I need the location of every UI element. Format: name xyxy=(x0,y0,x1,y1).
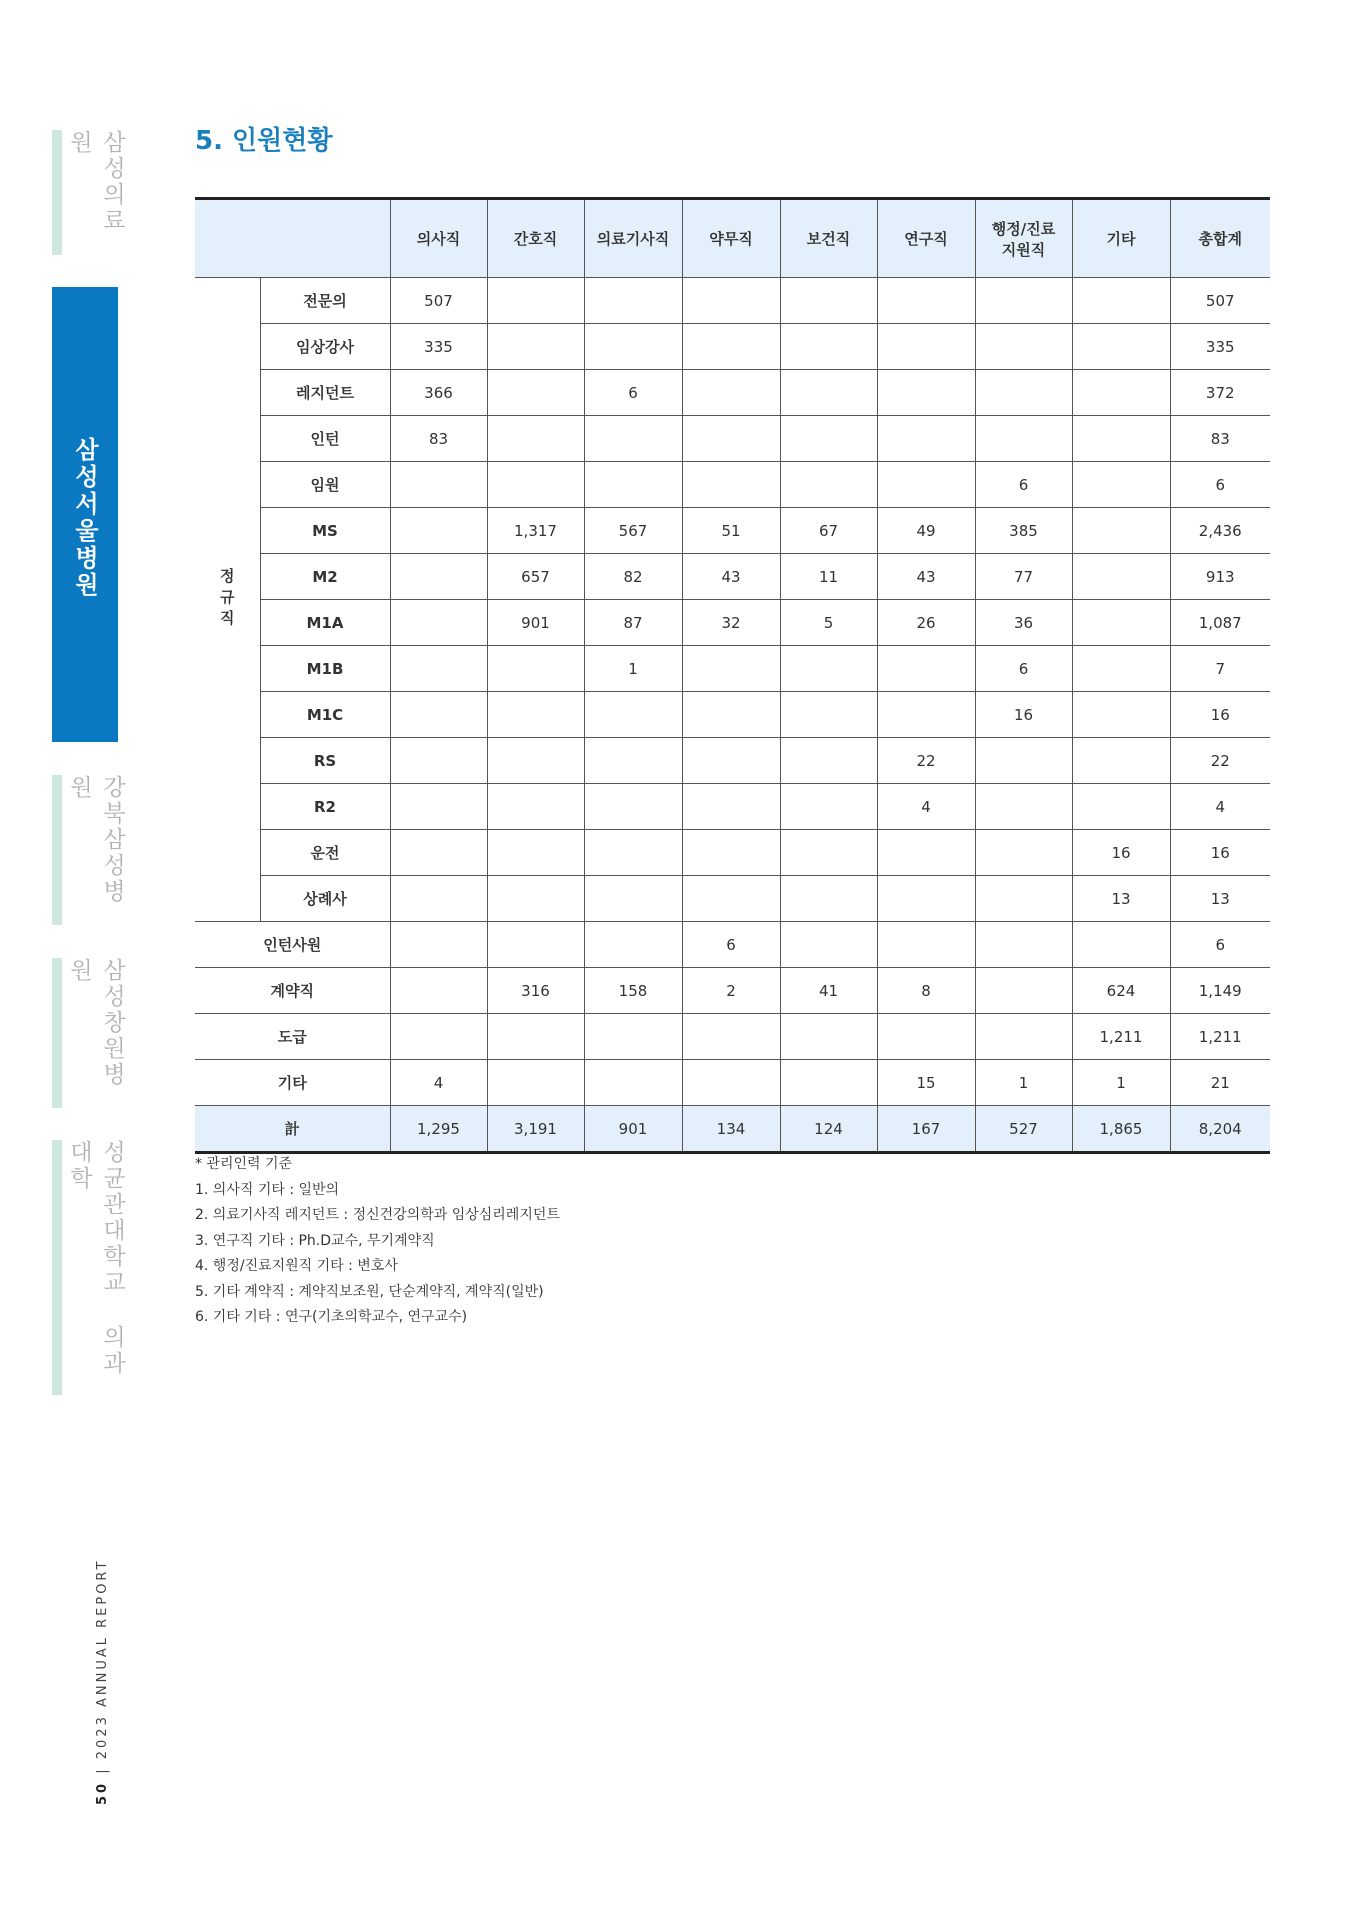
table-cell xyxy=(487,370,584,416)
table-cell xyxy=(877,646,975,692)
footer-text xyxy=(95,1558,110,1805)
table-cell xyxy=(780,324,877,370)
table-cell xyxy=(584,738,682,784)
table-cell xyxy=(584,1014,682,1060)
table-cell: 1 xyxy=(1072,1060,1170,1106)
nav-bar xyxy=(52,130,62,255)
table-cell xyxy=(780,370,877,416)
row-label: 임원 xyxy=(260,462,390,508)
table-row xyxy=(195,876,1270,922)
table-cell xyxy=(1072,278,1170,324)
table-cell: 43 xyxy=(682,554,780,600)
nav-bar xyxy=(52,775,62,925)
row-label: 계약직 xyxy=(195,968,390,1014)
table-cell xyxy=(1072,738,1170,784)
table-cell xyxy=(975,968,1072,1014)
table-cell xyxy=(390,922,487,968)
header-corner xyxy=(195,199,390,278)
note-line: 3. 연구직 기타 : Ph.D교수, 무기계약직 xyxy=(195,1232,435,1249)
table-cell: 43 xyxy=(877,554,975,600)
page-footer xyxy=(95,1558,119,1805)
table-cell: 1,087 xyxy=(1170,600,1270,646)
table-cell: 22 xyxy=(877,738,975,784)
table-cell xyxy=(682,324,780,370)
table-row xyxy=(195,600,1270,646)
total-label: 計 xyxy=(195,1106,390,1153)
table-cell xyxy=(584,784,682,830)
table-cell: 11 xyxy=(780,554,877,600)
nav-label: 삼성의료원 xyxy=(66,130,125,234)
table-cell xyxy=(877,1014,975,1060)
table-cell: 1 xyxy=(584,646,682,692)
row-label: 기타 xyxy=(195,1060,390,1106)
table-cell xyxy=(1072,324,1170,370)
table-cell xyxy=(975,370,1072,416)
table-cell xyxy=(487,1060,584,1106)
table-cell xyxy=(780,876,877,922)
table-row xyxy=(195,1060,1270,1106)
table-cell xyxy=(682,784,780,830)
table-cell xyxy=(390,876,487,922)
nav-label: 강북삼성병원 xyxy=(66,775,125,905)
table-cell: 83 xyxy=(1170,416,1270,462)
table-cell: 6 xyxy=(682,922,780,968)
table-cell xyxy=(780,1014,877,1060)
staff-table xyxy=(195,197,1270,1154)
table-row xyxy=(195,738,1270,784)
table-cell xyxy=(780,692,877,738)
table-cell xyxy=(877,876,975,922)
table-cell xyxy=(682,462,780,508)
table-cell: 82 xyxy=(584,554,682,600)
table-row xyxy=(195,1014,1270,1060)
row-label: M1B xyxy=(260,646,390,692)
table-cell xyxy=(682,278,780,324)
table-cell xyxy=(780,416,877,462)
report-name: 2023 ANNUAL REPORT xyxy=(95,1558,110,1760)
table-cell xyxy=(584,462,682,508)
table-cell xyxy=(975,922,1072,968)
table-cell xyxy=(390,462,487,508)
table-cell: 1,149 xyxy=(1170,968,1270,1014)
table-cell: 624 xyxy=(1072,968,1170,1014)
table-cell: 51 xyxy=(682,508,780,554)
table-cell xyxy=(390,830,487,876)
table-cell xyxy=(390,1014,487,1060)
table-cell: 15 xyxy=(877,1060,975,1106)
page-number: 50 xyxy=(95,1780,110,1805)
table-cell: 385 xyxy=(975,508,1072,554)
table-cell xyxy=(584,692,682,738)
column-header: 약무직 xyxy=(682,199,780,278)
table-cell xyxy=(682,1060,780,1106)
table-cell: 4 xyxy=(877,784,975,830)
table-row xyxy=(195,370,1270,416)
table-cell xyxy=(780,462,877,508)
nav-label: 성균관대학교 의과대학 xyxy=(66,1140,125,1377)
table-cell: 36 xyxy=(975,600,1072,646)
table-cell: 2 xyxy=(682,968,780,1014)
row-label: M1A xyxy=(260,600,390,646)
note-line: 5. 기타 계약직 : 계약직보조원, 단순계약직, 계약직(일반) xyxy=(195,1283,544,1300)
table-cell: 21 xyxy=(1170,1060,1270,1106)
table-cell xyxy=(780,1060,877,1106)
table-cell xyxy=(487,462,584,508)
table-cell xyxy=(682,692,780,738)
total-row xyxy=(195,1106,1270,1153)
table-cell: 901 xyxy=(487,600,584,646)
nav-bar xyxy=(52,1140,62,1395)
table-cell: 507 xyxy=(390,278,487,324)
table-cell: 2,436 xyxy=(1170,508,1270,554)
column-header: 연구직 xyxy=(877,199,975,278)
table-row xyxy=(195,416,1270,462)
row-label: 도급 xyxy=(195,1014,390,1060)
nav-item-kangbuk-samsung-hospital[interactable] xyxy=(52,775,125,925)
note-line: * 관리인력 기준 xyxy=(195,1156,293,1172)
table-cell xyxy=(975,1014,1072,1060)
table-cell xyxy=(584,922,682,968)
table-cell: 32 xyxy=(682,600,780,646)
table-cell: 1,295 xyxy=(390,1106,487,1153)
table-cell xyxy=(682,370,780,416)
table-cell xyxy=(877,416,975,462)
table-cell: 901 xyxy=(584,1106,682,1153)
table-cell: 657 xyxy=(487,554,584,600)
nav-item-skku-medicine[interactable] xyxy=(52,1140,125,1395)
table-cell xyxy=(682,876,780,922)
table-cell xyxy=(780,830,877,876)
table-cell xyxy=(584,830,682,876)
table-cell xyxy=(780,646,877,692)
row-label: 인턴 xyxy=(260,416,390,462)
row-label: 운전 xyxy=(260,830,390,876)
table-row xyxy=(195,324,1270,370)
note-line: 1. 의사직 기타 : 일반의 xyxy=(195,1181,340,1198)
table-cell: 3,191 xyxy=(487,1106,584,1153)
nav-bar xyxy=(52,958,62,1108)
row-label: M1C xyxy=(260,692,390,738)
note-line: 4. 행정/진료지원직 기타 : 변호사 xyxy=(195,1258,398,1274)
table-cell xyxy=(780,738,877,784)
table-cell xyxy=(682,830,780,876)
table-cell: 77 xyxy=(975,554,1072,600)
column-header: 의사직 xyxy=(390,199,487,278)
table-cell xyxy=(877,692,975,738)
table-cell xyxy=(1072,600,1170,646)
row-label: 전문의 xyxy=(260,278,390,324)
table-cell xyxy=(975,324,1072,370)
table-cell xyxy=(584,278,682,324)
table-cell xyxy=(780,278,877,324)
table-notes xyxy=(195,1152,560,1331)
table-cell xyxy=(975,784,1072,830)
table-cell: 6 xyxy=(975,462,1072,508)
nav-item-samsung-seoul-hospital[interactable] xyxy=(52,287,118,742)
table-cell: 124 xyxy=(780,1106,877,1153)
table-cell: 335 xyxy=(1170,324,1270,370)
table-cell xyxy=(1072,370,1170,416)
table-cell xyxy=(487,692,584,738)
table-cell xyxy=(877,278,975,324)
table-cell: 316 xyxy=(487,968,584,1014)
table-cell xyxy=(487,324,584,370)
table-cell: 22 xyxy=(1170,738,1270,784)
table-cell: 67 xyxy=(780,508,877,554)
table-cell: 1,211 xyxy=(1170,1014,1270,1060)
table-cell xyxy=(1072,554,1170,600)
table-cell xyxy=(487,922,584,968)
table-cell: 567 xyxy=(584,508,682,554)
table-cell xyxy=(975,738,1072,784)
table-cell: 8,204 xyxy=(1170,1106,1270,1153)
table-cell xyxy=(390,646,487,692)
row-label: M2 xyxy=(260,554,390,600)
table-cell xyxy=(877,324,975,370)
table-cell: 16 xyxy=(975,692,1072,738)
table-cell xyxy=(390,968,487,1014)
table-cell xyxy=(584,416,682,462)
column-header: 기타 xyxy=(1072,199,1170,278)
row-label: 레지던트 xyxy=(260,370,390,416)
table-cell xyxy=(390,554,487,600)
table-cell xyxy=(1072,508,1170,554)
column-header: 간호직 xyxy=(487,199,584,278)
table-row xyxy=(195,646,1270,692)
table-cell: 158 xyxy=(584,968,682,1014)
table-cell xyxy=(780,784,877,830)
table-cell: 1,317 xyxy=(487,508,584,554)
table-cell: 372 xyxy=(1170,370,1270,416)
table-cell xyxy=(487,876,584,922)
table-cell xyxy=(780,922,877,968)
column-header: 행정/진료 지원직 xyxy=(975,199,1072,278)
row-label: 임상강사 xyxy=(260,324,390,370)
note-line: 6. 기타 기타 : 연구(기초의학교수, 연구교수) xyxy=(195,1309,468,1325)
table-cell xyxy=(1072,462,1170,508)
table-cell xyxy=(975,830,1072,876)
table-cell xyxy=(584,876,682,922)
table-cell xyxy=(877,922,975,968)
row-label: MS xyxy=(260,508,390,554)
table-cell xyxy=(877,830,975,876)
table-cell: 1,211 xyxy=(1072,1014,1170,1060)
table-cell: 527 xyxy=(975,1106,1072,1153)
footer-separator: | xyxy=(95,1766,110,1774)
table-cell xyxy=(390,738,487,784)
table-cell: 4 xyxy=(390,1060,487,1106)
table-cell xyxy=(487,784,584,830)
table-cell xyxy=(975,278,1072,324)
table-cell xyxy=(584,1060,682,1106)
table-cell xyxy=(682,416,780,462)
table-cell: 16 xyxy=(1072,830,1170,876)
table-cell: 83 xyxy=(390,416,487,462)
table-cell: 87 xyxy=(584,600,682,646)
row-label: 상례사 xyxy=(260,876,390,922)
table-cell xyxy=(487,738,584,784)
table-cell: 6 xyxy=(1170,462,1270,508)
table-cell: 8 xyxy=(877,968,975,1014)
nav-label: 삼성서울병원 xyxy=(70,437,99,599)
table-cell xyxy=(682,738,780,784)
table-cell: 16 xyxy=(1170,830,1270,876)
table-row xyxy=(195,278,1270,324)
table-cell xyxy=(487,830,584,876)
table-cell: 13 xyxy=(1170,876,1270,922)
table-row xyxy=(195,508,1270,554)
table-cell: 366 xyxy=(390,370,487,416)
table-header-row xyxy=(195,199,1270,278)
table-cell: 5 xyxy=(780,600,877,646)
nav-item-samsung-medical-center[interactable] xyxy=(52,130,125,255)
row-label: 인턴사원 xyxy=(195,922,390,968)
table-cell xyxy=(682,1014,780,1060)
table-cell xyxy=(682,646,780,692)
row-label: R2 xyxy=(260,784,390,830)
table-cell xyxy=(1072,784,1170,830)
table-cell: 7 xyxy=(1170,646,1270,692)
table-cell xyxy=(584,324,682,370)
table-cell xyxy=(877,370,975,416)
table-cell: 1 xyxy=(975,1060,1072,1106)
table-row xyxy=(195,830,1270,876)
table-row xyxy=(195,784,1270,830)
table-cell xyxy=(877,462,975,508)
note-line: 2. 의료기사직 레지던트 : 정신건강의학과 임상심리레지던트 xyxy=(195,1207,560,1223)
table-cell: 6 xyxy=(584,370,682,416)
table-cell: 507 xyxy=(1170,278,1270,324)
table-cell xyxy=(1072,416,1170,462)
table-cell: 13 xyxy=(1072,876,1170,922)
column-header: 총합계 xyxy=(1170,199,1270,278)
table-cell: 26 xyxy=(877,600,975,646)
table-cell xyxy=(975,876,1072,922)
table-cell xyxy=(1072,646,1170,692)
table-cell xyxy=(975,416,1072,462)
table-cell: 6 xyxy=(1170,922,1270,968)
table-cell: 134 xyxy=(682,1106,780,1153)
table-row xyxy=(195,692,1270,738)
table-cell: 16 xyxy=(1170,692,1270,738)
table-cell: 1,865 xyxy=(1072,1106,1170,1153)
table-cell: 167 xyxy=(877,1106,975,1153)
table-cell xyxy=(390,600,487,646)
table-cell xyxy=(390,508,487,554)
table-cell xyxy=(487,416,584,462)
section-title: 5. 인원현황 xyxy=(195,126,333,156)
table-cell: 41 xyxy=(780,968,877,1014)
table-cell: 4 xyxy=(1170,784,1270,830)
table-cell: 6 xyxy=(975,646,1072,692)
nav-label: 삼성창원병원 xyxy=(66,958,125,1088)
table-row xyxy=(195,462,1270,508)
table-cell xyxy=(390,784,487,830)
table-cell xyxy=(1072,692,1170,738)
row-label: RS xyxy=(260,738,390,784)
table-cell xyxy=(487,646,584,692)
table-cell: 49 xyxy=(877,508,975,554)
group-label-regular: 정규직 xyxy=(195,278,260,922)
table-row xyxy=(195,922,1270,968)
nav-item-samsung-changwon-hospital[interactable] xyxy=(52,958,125,1108)
table-cell xyxy=(390,692,487,738)
table-row xyxy=(195,968,1270,1014)
column-header: 보건직 xyxy=(780,199,877,278)
column-header: 의료기사직 xyxy=(584,199,682,278)
table-cell xyxy=(487,1014,584,1060)
table-cell xyxy=(487,278,584,324)
table-cell: 335 xyxy=(390,324,487,370)
table-cell xyxy=(1072,922,1170,968)
side-navigation xyxy=(52,0,125,1420)
table-cell: 913 xyxy=(1170,554,1270,600)
table-row xyxy=(195,554,1270,600)
